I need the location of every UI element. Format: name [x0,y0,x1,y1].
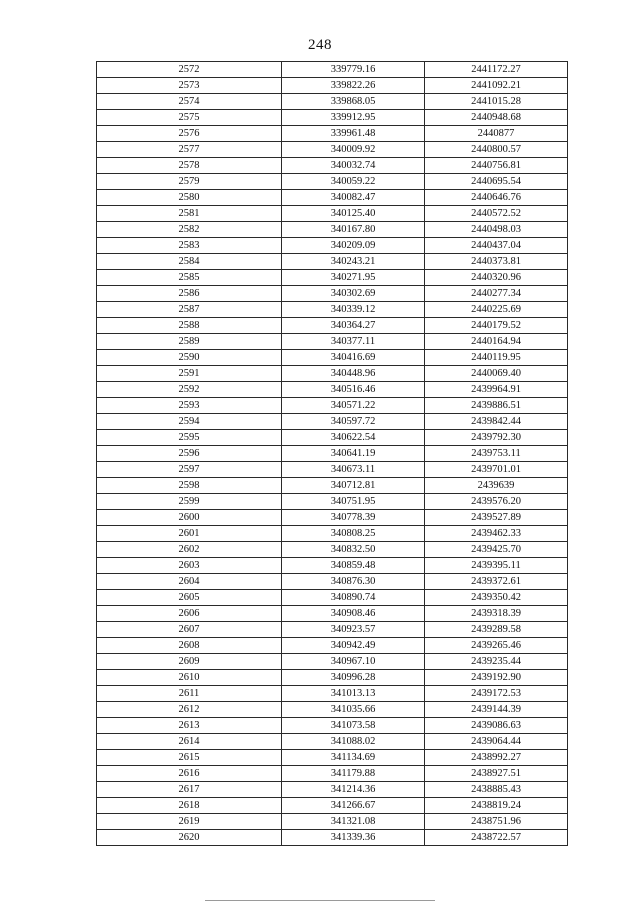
x-coordinate-cell: 340339.12 [282,302,425,318]
y-coordinate-cell: 2440877 [425,126,568,142]
table-row [97,222,568,238]
table-row [97,174,568,190]
point-number-cell: 2574 [97,94,282,110]
table-row [97,782,568,798]
point-number-cell: 2607 [97,622,282,638]
table-row [97,286,568,302]
point-number-cell: 2580 [97,190,282,206]
y-coordinate-cell: 2439235.44 [425,654,568,670]
point-number-cell: 2577 [97,142,282,158]
y-coordinate-cell: 2439425.70 [425,542,568,558]
point-number-cell: 2585 [97,270,282,286]
point-number-cell: 2583 [97,238,282,254]
x-coordinate-cell: 340571.22 [282,398,425,414]
table-row [97,430,568,446]
x-coordinate-cell: 340996.28 [282,670,425,686]
x-coordinate-cell: 340082.47 [282,190,425,206]
x-coordinate-cell: 340832.50 [282,542,425,558]
table-row [97,398,568,414]
point-number-cell: 2593 [97,398,282,414]
table-row [97,622,568,638]
point-number-cell: 2602 [97,542,282,558]
x-coordinate-cell: 339961.48 [282,126,425,142]
x-coordinate-cell: 340641.19 [282,446,425,462]
y-coordinate-cell: 2439842.44 [425,414,568,430]
y-coordinate-cell: 2439172.53 [425,686,568,702]
y-coordinate-cell: 2439395.11 [425,558,568,574]
point-number-cell: 2605 [97,590,282,606]
table-row [97,414,568,430]
x-coordinate-cell: 340942.49 [282,638,425,654]
y-coordinate-cell: 2439064.44 [425,734,568,750]
x-coordinate-cell: 340890.74 [282,590,425,606]
point-number-cell: 2589 [97,334,282,350]
x-coordinate-cell: 340597.72 [282,414,425,430]
point-number-cell: 2599 [97,494,282,510]
point-number-cell: 2596 [97,446,282,462]
x-coordinate-cell: 340673.11 [282,462,425,478]
x-coordinate-cell: 341179.88 [282,766,425,782]
x-coordinate-cell: 341321.08 [282,814,425,830]
point-number-cell: 2603 [97,558,282,574]
y-coordinate-cell: 2439318.39 [425,606,568,622]
table-row [97,270,568,286]
table-row [97,158,568,174]
y-coordinate-cell: 2441092.21 [425,78,568,94]
table-row [97,494,568,510]
y-coordinate-cell: 2440646.76 [425,190,568,206]
x-coordinate-cell: 339779.16 [282,62,425,78]
table-row [97,142,568,158]
table-row [97,654,568,670]
y-coordinate-cell: 2440119.95 [425,350,568,366]
table-row [97,78,568,94]
point-number-cell: 2592 [97,382,282,398]
y-coordinate-cell: 2440756.81 [425,158,568,174]
table-row [97,734,568,750]
y-coordinate-cell: 2440498.03 [425,222,568,238]
table-row [97,670,568,686]
y-coordinate-cell: 2440695.54 [425,174,568,190]
x-coordinate-cell: 340859.48 [282,558,425,574]
y-coordinate-cell: 2439639 [425,478,568,494]
point-number-cell: 2587 [97,302,282,318]
table-row [97,830,568,846]
x-coordinate-cell: 340448.96 [282,366,425,382]
point-number-cell: 2604 [97,574,282,590]
table-row [97,558,568,574]
table-row [97,766,568,782]
table-row [97,574,568,590]
x-coordinate-cell: 340125.40 [282,206,425,222]
x-coordinate-cell: 340908.46 [282,606,425,622]
point-number-cell: 2613 [97,718,282,734]
point-number-cell: 2611 [97,686,282,702]
point-number-cell: 2572 [97,62,282,78]
x-coordinate-cell: 341134.69 [282,750,425,766]
y-coordinate-cell: 2440800.57 [425,142,568,158]
point-number-cell: 2582 [97,222,282,238]
point-number-cell: 2620 [97,830,282,846]
table-row [97,590,568,606]
point-number-cell: 2576 [97,126,282,142]
y-coordinate-cell: 2440277.34 [425,286,568,302]
y-coordinate-cell: 2438819.24 [425,798,568,814]
x-coordinate-cell: 341214.36 [282,782,425,798]
point-number-cell: 2588 [97,318,282,334]
page-number: 248 [308,37,332,53]
point-number-cell: 2591 [97,366,282,382]
table-row [97,798,568,814]
x-coordinate-cell: 340167.80 [282,222,425,238]
x-coordinate-cell: 340271.95 [282,270,425,286]
x-coordinate-cell: 340364.27 [282,318,425,334]
y-coordinate-cell: 2439964.91 [425,382,568,398]
table-row [97,814,568,830]
x-coordinate-cell: 340009.92 [282,142,425,158]
point-number-cell: 2579 [97,174,282,190]
point-number-cell: 2578 [97,158,282,174]
x-coordinate-cell: 340923.57 [282,622,425,638]
table-row [97,350,568,366]
point-number-cell: 2612 [97,702,282,718]
point-number-cell: 2600 [97,510,282,526]
y-coordinate-cell: 2440179.52 [425,318,568,334]
y-coordinate-cell: 2439527.89 [425,510,568,526]
y-coordinate-cell: 2439576.20 [425,494,568,510]
table-row [97,254,568,270]
x-coordinate-cell: 340808.25 [282,526,425,542]
y-coordinate-cell: 2440069.40 [425,366,568,382]
x-coordinate-cell: 340302.69 [282,286,425,302]
x-coordinate-cell: 340377.11 [282,334,425,350]
y-coordinate-cell: 2438722.57 [425,830,568,846]
table-row [97,750,568,766]
table-row [97,238,568,254]
point-number-cell: 2616 [97,766,282,782]
point-number-cell: 2597 [97,462,282,478]
y-coordinate-cell: 2438927.51 [425,766,568,782]
x-coordinate-cell: 340712.81 [282,478,425,494]
y-coordinate-cell: 2441172.27 [425,62,568,78]
x-coordinate-cell: 340967.10 [282,654,425,670]
point-number-cell: 2590 [97,350,282,366]
y-coordinate-cell: 2439350.42 [425,590,568,606]
y-coordinate-cell: 2440320.96 [425,270,568,286]
y-coordinate-cell: 2438885.43 [425,782,568,798]
point-number-cell: 2573 [97,78,282,94]
table-row [97,334,568,350]
point-number-cell: 2619 [97,814,282,830]
x-coordinate-cell: 341035.66 [282,702,425,718]
table-row [97,110,568,126]
point-number-cell: 2609 [97,654,282,670]
x-coordinate-cell: 340876.30 [282,574,425,590]
point-number-cell: 2614 [97,734,282,750]
table-row [97,606,568,622]
x-coordinate-cell: 340622.54 [282,430,425,446]
coordinates-table-body [97,62,568,846]
y-coordinate-cell: 2439753.11 [425,446,568,462]
table-row [97,318,568,334]
y-coordinate-cell: 2441015.28 [425,94,568,110]
table-row [97,366,568,382]
table-row [97,94,568,110]
table-row [97,638,568,654]
x-coordinate-cell: 340751.95 [282,494,425,510]
x-coordinate-cell: 339912.95 [282,110,425,126]
table-row [97,510,568,526]
point-number-cell: 2601 [97,526,282,542]
y-coordinate-cell: 2440437.04 [425,238,568,254]
y-coordinate-cell: 2440948.68 [425,110,568,126]
table-row [97,702,568,718]
x-coordinate-cell: 340243.21 [282,254,425,270]
bottom-divider [205,900,435,901]
y-coordinate-cell: 2439701.01 [425,462,568,478]
y-coordinate-cell: 2440164.94 [425,334,568,350]
point-number-cell: 2595 [97,430,282,446]
point-number-cell: 2575 [97,110,282,126]
y-coordinate-cell: 2438751.96 [425,814,568,830]
y-coordinate-cell: 2438992.27 [425,750,568,766]
x-coordinate-cell: 340778.39 [282,510,425,526]
table-row [97,478,568,494]
table-row [97,526,568,542]
table-row [97,382,568,398]
y-coordinate-cell: 2440373.81 [425,254,568,270]
y-coordinate-cell: 2439265.46 [425,638,568,654]
point-number-cell: 2606 [97,606,282,622]
x-coordinate-cell: 341088.02 [282,734,425,750]
point-number-cell: 2615 [97,750,282,766]
y-coordinate-cell: 2439886.51 [425,398,568,414]
coordinates-table [96,61,568,846]
x-coordinate-cell: 341266.67 [282,798,425,814]
x-coordinate-cell: 340209.09 [282,238,425,254]
point-number-cell: 2617 [97,782,282,798]
point-number-cell: 2610 [97,670,282,686]
y-coordinate-cell: 2439372.61 [425,574,568,590]
y-coordinate-cell: 2439792.30 [425,430,568,446]
table-row [97,446,568,462]
table-row [97,542,568,558]
point-number-cell: 2584 [97,254,282,270]
x-coordinate-cell: 341339.36 [282,830,425,846]
x-coordinate-cell: 340516.46 [282,382,425,398]
point-number-cell: 2594 [97,414,282,430]
x-coordinate-cell: 340059.22 [282,174,425,190]
table-row [97,126,568,142]
table-row [97,206,568,222]
x-coordinate-cell: 339868.05 [282,94,425,110]
point-number-cell: 2598 [97,478,282,494]
point-number-cell: 2618 [97,798,282,814]
table-row [97,462,568,478]
y-coordinate-cell: 2439086.63 [425,718,568,734]
point-number-cell: 2586 [97,286,282,302]
y-coordinate-cell: 2439192.90 [425,670,568,686]
y-coordinate-cell: 2439289.58 [425,622,568,638]
point-number-cell: 2608 [97,638,282,654]
y-coordinate-cell: 2440572.52 [425,206,568,222]
x-coordinate-cell: 341073.58 [282,718,425,734]
table-row [97,190,568,206]
point-number-cell: 2581 [97,206,282,222]
y-coordinate-cell: 2439144.39 [425,702,568,718]
x-coordinate-cell: 340416.69 [282,350,425,366]
x-coordinate-cell: 341013.13 [282,686,425,702]
y-coordinate-cell: 2439462.33 [425,526,568,542]
x-coordinate-cell: 339822.26 [282,78,425,94]
x-coordinate-cell: 340032.74 [282,158,425,174]
table-row [97,62,568,78]
table-row [97,302,568,318]
table-row [97,686,568,702]
y-coordinate-cell: 2440225.69 [425,302,568,318]
table-row [97,718,568,734]
